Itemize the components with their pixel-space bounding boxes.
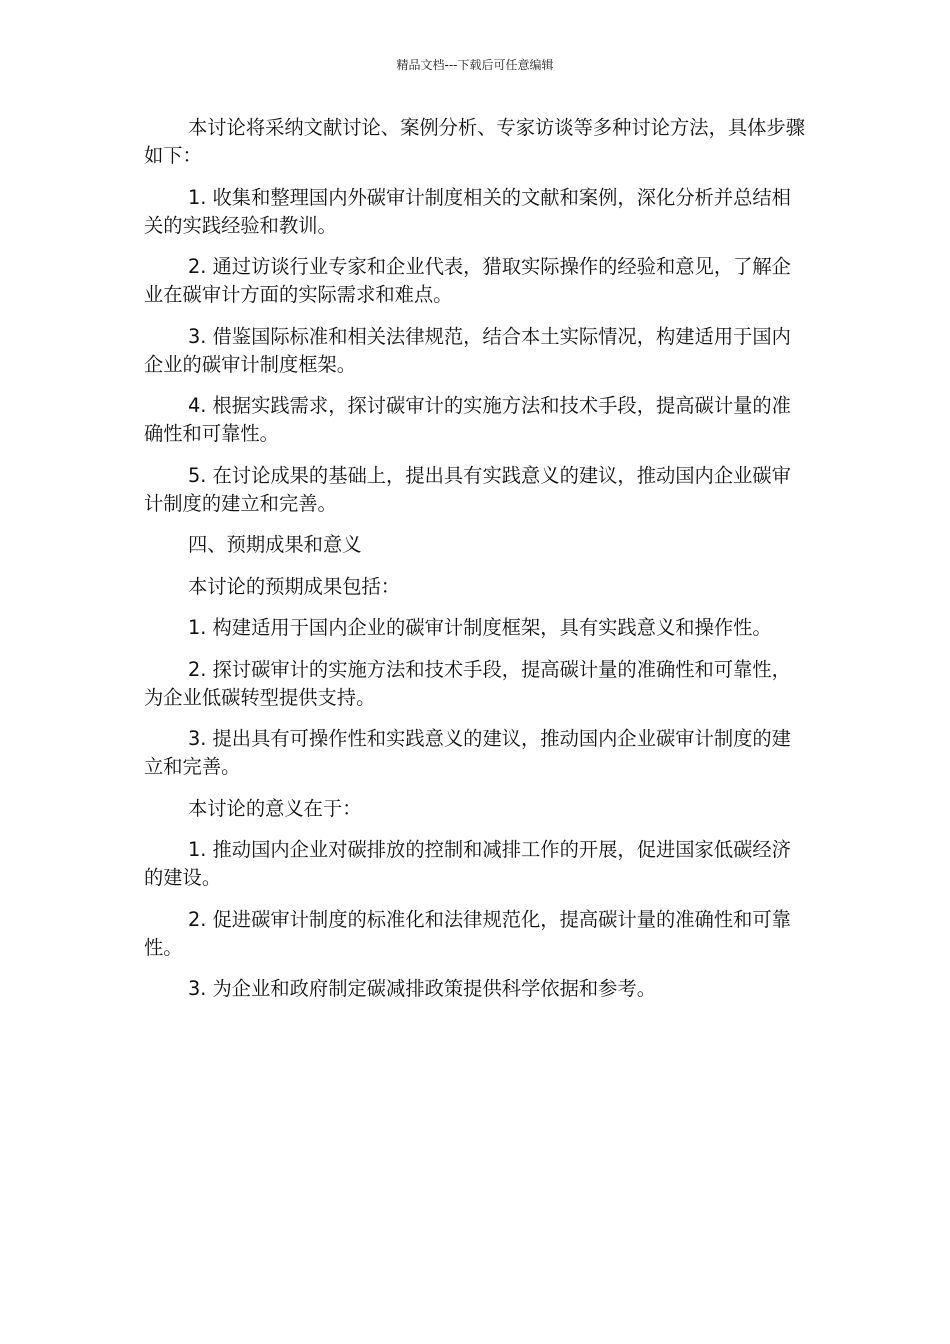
paragraph-step-4: 4. 根据实践需求，探讨碳审计的实施方法和技术手段，提高碳计量的准确性和可靠性。 (144, 394, 791, 445)
section-heading: 四、预期成果和意义 (188, 533, 362, 556)
paragraph-significance-intro: 本讨论的意义在于： (188, 796, 362, 820)
paragraph-outcomes-intro: 本讨论的预期成果包括： (188, 574, 401, 598)
paragraph-step-2: 2. 通过访谈行业专家和企业代表，猎取实际操作的经验和意见，了解企业在碳审计方面的实际需求和难点。 (144, 255, 791, 306)
paragraph-step-3: 3. 借鉴国际标准和相关法律规范，结合本土实际情况，构建适用于国内企业的碳审计制度框架。 (144, 324, 791, 376)
paragraph-significance-1: 1. 推动国内企业对碳排放的控制和减排工作的开展，促进国家低碳经济的建设。 (144, 838, 791, 889)
paragraph-outcome-2: 2. 探讨碳审计的实施方法和技术手段，提高碳计量的准确性和可靠性，为企业低碳转型提供支持。 (144, 657, 791, 709)
paragraph-step-5: 5. 在讨论成果的基础上，提出具有实践意义的建议，推动国内企业碳审计制度的建立和完善。 (144, 463, 791, 515)
document-body (144, 114, 808, 1017)
paragraph-significance-2: 2. 促进碳审计制度的标准化和法律规范化，提高碳计量的准确性和可靠性。 (144, 907, 791, 959)
paragraph-outcome-3: 3. 提出具有可操作性和实践意义的建议，推动国内企业碳审计制度的建立和完善。 (144, 727, 791, 778)
paragraph-outcome-1: 1. 构建适用于国内企业的碳审计制度框架，具有实践意义和操作性。 (188, 616, 772, 639)
page-header: 精品文档---下载后可任意编辑 (396, 58, 554, 72)
paragraph-step-1: 1. 收集和整理国内外碳审计制度相关的文献和案例，深化分析并总结相关的实践经验和教训。 (144, 185, 791, 237)
paragraph-significance-3: 3. 为企业和政府制定碳减排政策提供科学依据和参考。 (188, 977, 656, 1000)
paragraph-intro: 本讨论将采纳文献讨论、案例分析、专家访谈等多种讨论方法，具体步骤如下： (144, 116, 805, 167)
